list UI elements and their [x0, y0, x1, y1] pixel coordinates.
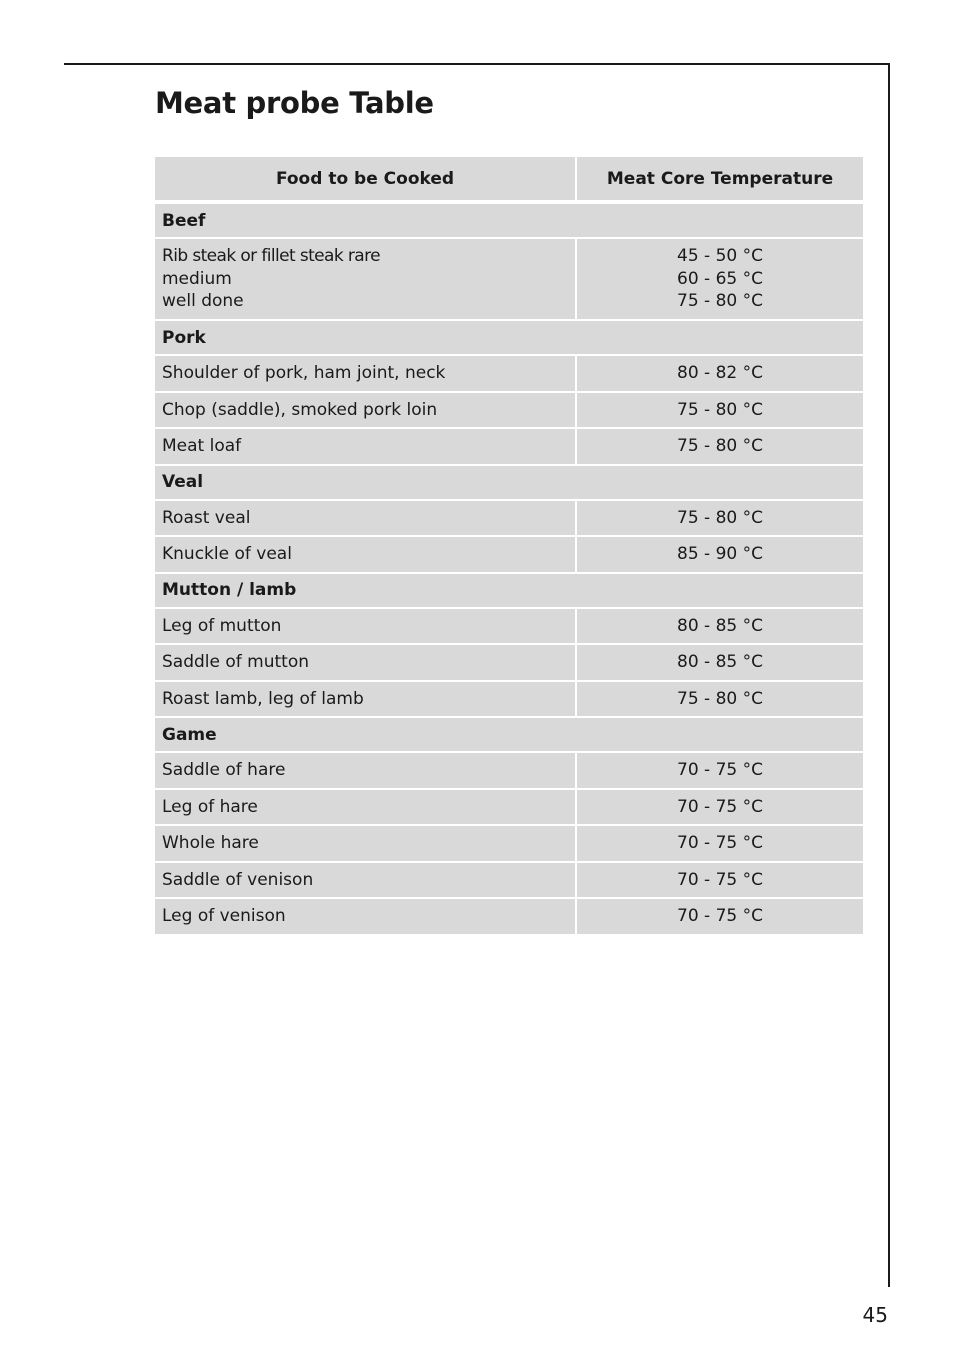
temperature-value: 60 - 65 °C — [677, 268, 763, 289]
category-label: Pork — [162, 327, 206, 348]
page-title: Meat probe Table — [155, 86, 434, 120]
category-label: Mutton / lamb — [162, 580, 297, 600]
temperature-value: 75 - 80 °C — [677, 399, 763, 420]
table-row — [155, 537, 863, 574]
table-row — [155, 790, 863, 827]
category-row-mutton — [155, 574, 863, 609]
temperature-value: 70 - 75 °C — [677, 906, 763, 927]
temperature-value: 80 - 82 °C — [677, 363, 763, 384]
table-row — [155, 645, 863, 682]
temperature-value: 70 - 75 °C — [677, 869, 763, 890]
food-name: Saddle of venison — [155, 863, 577, 898]
temperature-value: 75 - 80 °C — [677, 688, 763, 709]
temperature-value: 85 - 90 °C — [677, 544, 763, 565]
table-row-beef — [155, 239, 863, 321]
temperature-value: 75 - 80 °C — [677, 436, 763, 457]
food-name: Roast lamb, leg of lamb — [155, 682, 577, 717]
food-cell — [155, 239, 577, 319]
table-header-row — [155, 157, 863, 204]
temperature-value: 70 - 75 °C — [677, 796, 763, 817]
food-name: Meat loaf — [155, 429, 577, 464]
food-name: Leg of mutton — [155, 609, 577, 644]
food-name: Shoulder of pork, ham joint, neck — [155, 356, 577, 391]
table-row — [155, 899, 863, 936]
food-name: Knuckle of veal — [155, 537, 577, 572]
food-name: Whole hare — [155, 826, 577, 861]
temperature-value: 80 - 85 °C — [677, 615, 763, 636]
food-name: well done — [162, 291, 244, 312]
table-row — [155, 356, 863, 393]
table-row — [155, 682, 863, 719]
header-food: Food to be Cooked — [155, 157, 577, 200]
temperature-value: 45 - 50 °C — [677, 246, 763, 267]
food-name: Roast veal — [155, 501, 577, 536]
category-row-veal — [155, 466, 863, 501]
table-row — [155, 429, 863, 466]
side-rule — [888, 63, 890, 1287]
temperature-value: 70 - 75 °C — [677, 760, 763, 781]
temperature-value: 80 - 85 °C — [677, 652, 763, 673]
category-row-pork — [155, 321, 863, 356]
temperature-value: 75 - 80 °C — [677, 507, 763, 528]
table-row — [155, 393, 863, 430]
page-number: 45 — [862, 1303, 888, 1327]
food-name: Saddle of mutton — [155, 645, 577, 680]
category-row-beef — [155, 204, 863, 239]
header-temperature: Meat Core Temperature — [606, 168, 834, 189]
top-rule — [64, 63, 890, 65]
table-row — [155, 826, 863, 863]
table-row — [155, 501, 863, 538]
food-name: medium — [162, 268, 232, 289]
food-name: Rib steak or fillet steak rare — [162, 246, 380, 267]
temperature-value: 70 - 75 °C — [677, 833, 763, 854]
food-name: Chop (saddle), smoked pork loin — [155, 393, 577, 428]
table-row — [155, 609, 863, 646]
category-label: Veal — [162, 472, 204, 492]
table-row — [155, 753, 863, 790]
meat-probe-table — [155, 157, 863, 936]
temperature-value: 75 - 80 °C — [677, 291, 763, 312]
food-name: Leg of hare — [155, 790, 577, 825]
food-name: Saddle of hare — [155, 753, 577, 788]
table-row — [155, 863, 863, 900]
temperature-cell — [577, 239, 863, 319]
category-label: Beef — [162, 210, 206, 231]
food-name: Leg of venison — [155, 899, 577, 934]
category-row-game — [155, 718, 863, 753]
category-label: Game — [162, 724, 217, 745]
